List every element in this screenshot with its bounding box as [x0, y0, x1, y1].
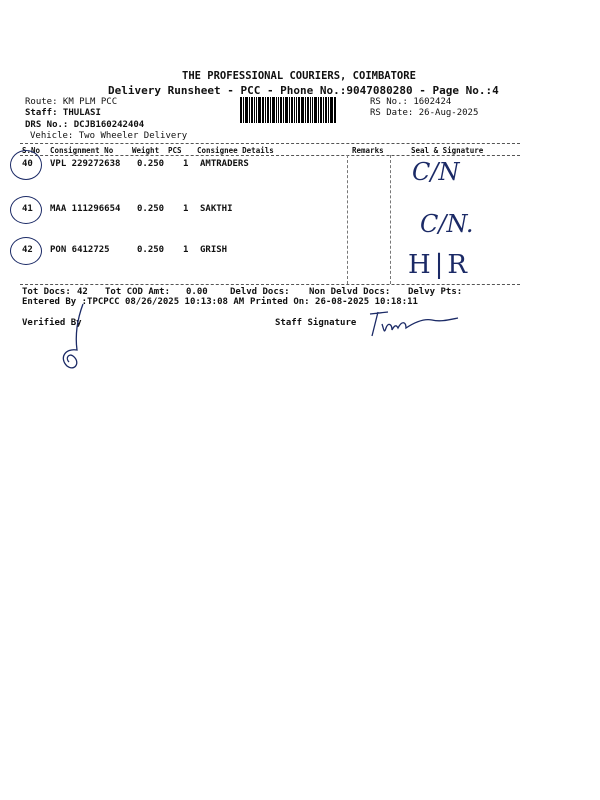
remarks-divider	[347, 155, 348, 284]
row-consignee: SAKTHI	[200, 204, 233, 214]
row-consignment: MAA 111296654	[50, 204, 121, 214]
non-delvd-docs-label: Non Delvd Docs:	[309, 287, 391, 297]
printed-on: Printed On: 26-08-2025 10:18:11	[250, 297, 418, 307]
delvy-pts-label: Delvy Pts:	[408, 287, 463, 297]
row-weight: 0.250	[137, 159, 165, 169]
staff-signature-label: Staff Signature	[275, 318, 357, 328]
company-title: THE PROFESSIONAL COURIERS, COIMBATORE	[182, 70, 416, 82]
row-sno: 40	[22, 159, 33, 169]
row-weight: 0.250	[137, 245, 165, 255]
drs-number: DRS No.: DCJB160242404	[25, 120, 145, 130]
col-weight: Weight	[132, 146, 160, 155]
row-weight: 0.250	[137, 204, 165, 214]
col-seal: Seal & Signature	[411, 146, 484, 155]
tot-docs-label: Tot Docs:	[22, 287, 71, 297]
table-header-rule	[20, 155, 520, 156]
tot-cod-label: Tot COD Amt:	[105, 287, 171, 297]
row-sno: 42	[22, 245, 33, 255]
col-remarks: Remarks	[352, 146, 384, 155]
rs-number: RS No.: 1602424	[370, 97, 452, 107]
staff-signature-scribble	[362, 306, 462, 340]
row-consignment: VPL 229272638	[50, 159, 121, 169]
staff-label: Staff: THULASI	[25, 108, 101, 118]
entered-by: Entered By :TPCPCC 08/26/2025 10:13:08 AM	[22, 297, 245, 307]
col-pcs: PCS	[168, 146, 182, 155]
runsheet-subtitle: Delivery Runsheet - PCC - Phone No.:9047080280 - Page No.:4	[108, 84, 499, 97]
col-sno: S.No	[22, 146, 41, 155]
barcode-image	[240, 97, 365, 123]
col-consignee: Consignee Details	[197, 146, 274, 155]
row-consignee: AMTRADERS	[200, 159, 249, 169]
table-bottom-rule	[20, 284, 520, 285]
col-consignment: Consignment No	[50, 146, 114, 155]
row-consignee: GRISH	[200, 245, 228, 255]
tot-cod-value: 0.00	[186, 287, 208, 297]
verifier-signature-scribble	[55, 300, 95, 380]
row-seal-handwritten: H|R	[408, 250, 472, 280]
row-pcs: 1	[183, 204, 189, 214]
vehicle-label: Vehicle: Two Wheeler Delivery	[30, 131, 188, 141]
tot-docs-value: 42	[77, 287, 88, 297]
row-consignment: PON 6412725	[50, 245, 110, 255]
route-label: Route: KM PLM PCC	[25, 97, 118, 107]
row-pcs: 1	[183, 159, 189, 169]
row-seal-handwritten: C/N.	[420, 210, 474, 238]
delvd-docs-label: Delvd Docs:	[230, 287, 290, 297]
rs-date: RS Date: 26-Aug-2025	[370, 108, 479, 118]
row-seal-handwritten: C/N	[412, 158, 460, 186]
seal-divider	[390, 155, 391, 284]
verified-by-label: Verified By	[22, 318, 82, 328]
row-pcs: 1	[183, 245, 189, 255]
row-sno: 41	[22, 204, 33, 214]
table-top-rule	[20, 143, 520, 144]
